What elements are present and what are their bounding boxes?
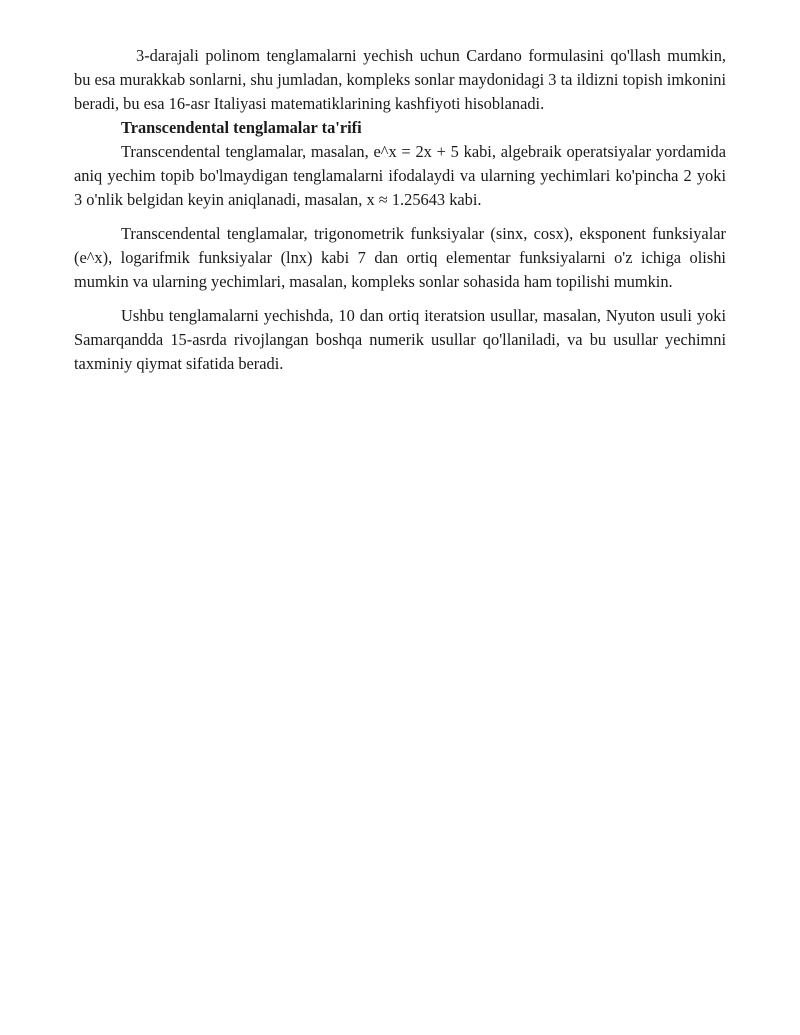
paragraph-methods: Ushbu tenglamalarni yechishda, 10 dan ortiq iteratsion usullar, masalan, Nyuton usuli yoki Samarqandda 15-asrda rivojlangan boshqa numerik usullar qo'llaniladi, va bu usullar yechimni taxminiy qiymat sifatida beradi. xyxy=(74,306,726,373)
section-heading: Transcendental tenglamalar ta'rifi xyxy=(121,118,362,137)
paragraph-functions: Transcendental tenglamalar, trigonometrik funksiyalar (sinx, cosx), eksponent funksiyalar (e^x), logarifmik funksiyalar (lnx) kabi 7 dan ortiq elementar funksiyalarni o'z ichiga olishi mumkin va ularning yechimlari, masalan, kompleks sonlar sohasida ham topilishi mumkin. xyxy=(74,224,726,291)
document-body xyxy=(74,44,726,376)
paragraph-definition: Transcendental tenglamalar, masalan, e^x = 2x + 5 kabi, algebraik operatsiyalar yordamida aniq yechim topib bo'lmaydigan tenglamalarni ifodalaydi va ularning yechimlari ko'pincha 2 yoki 3 o'nlik belgidan keyin aniqlanadi, masalan, x ≈ 1.25643 kabi. xyxy=(74,142,726,209)
paragraph-cardano: 3-darajali polinom tenglamalarni yechish uchun Cardano formulasini qo'llash mumkin, bu esa murakkab sonlarni, shu jumladan, kompleks sonlar maydonidagi 3 ta ildizni topish imkonini beradi, bu esa 16-asr Italiyasi matematiklarining kashfiyoti hisoblanadi. xyxy=(74,46,726,113)
